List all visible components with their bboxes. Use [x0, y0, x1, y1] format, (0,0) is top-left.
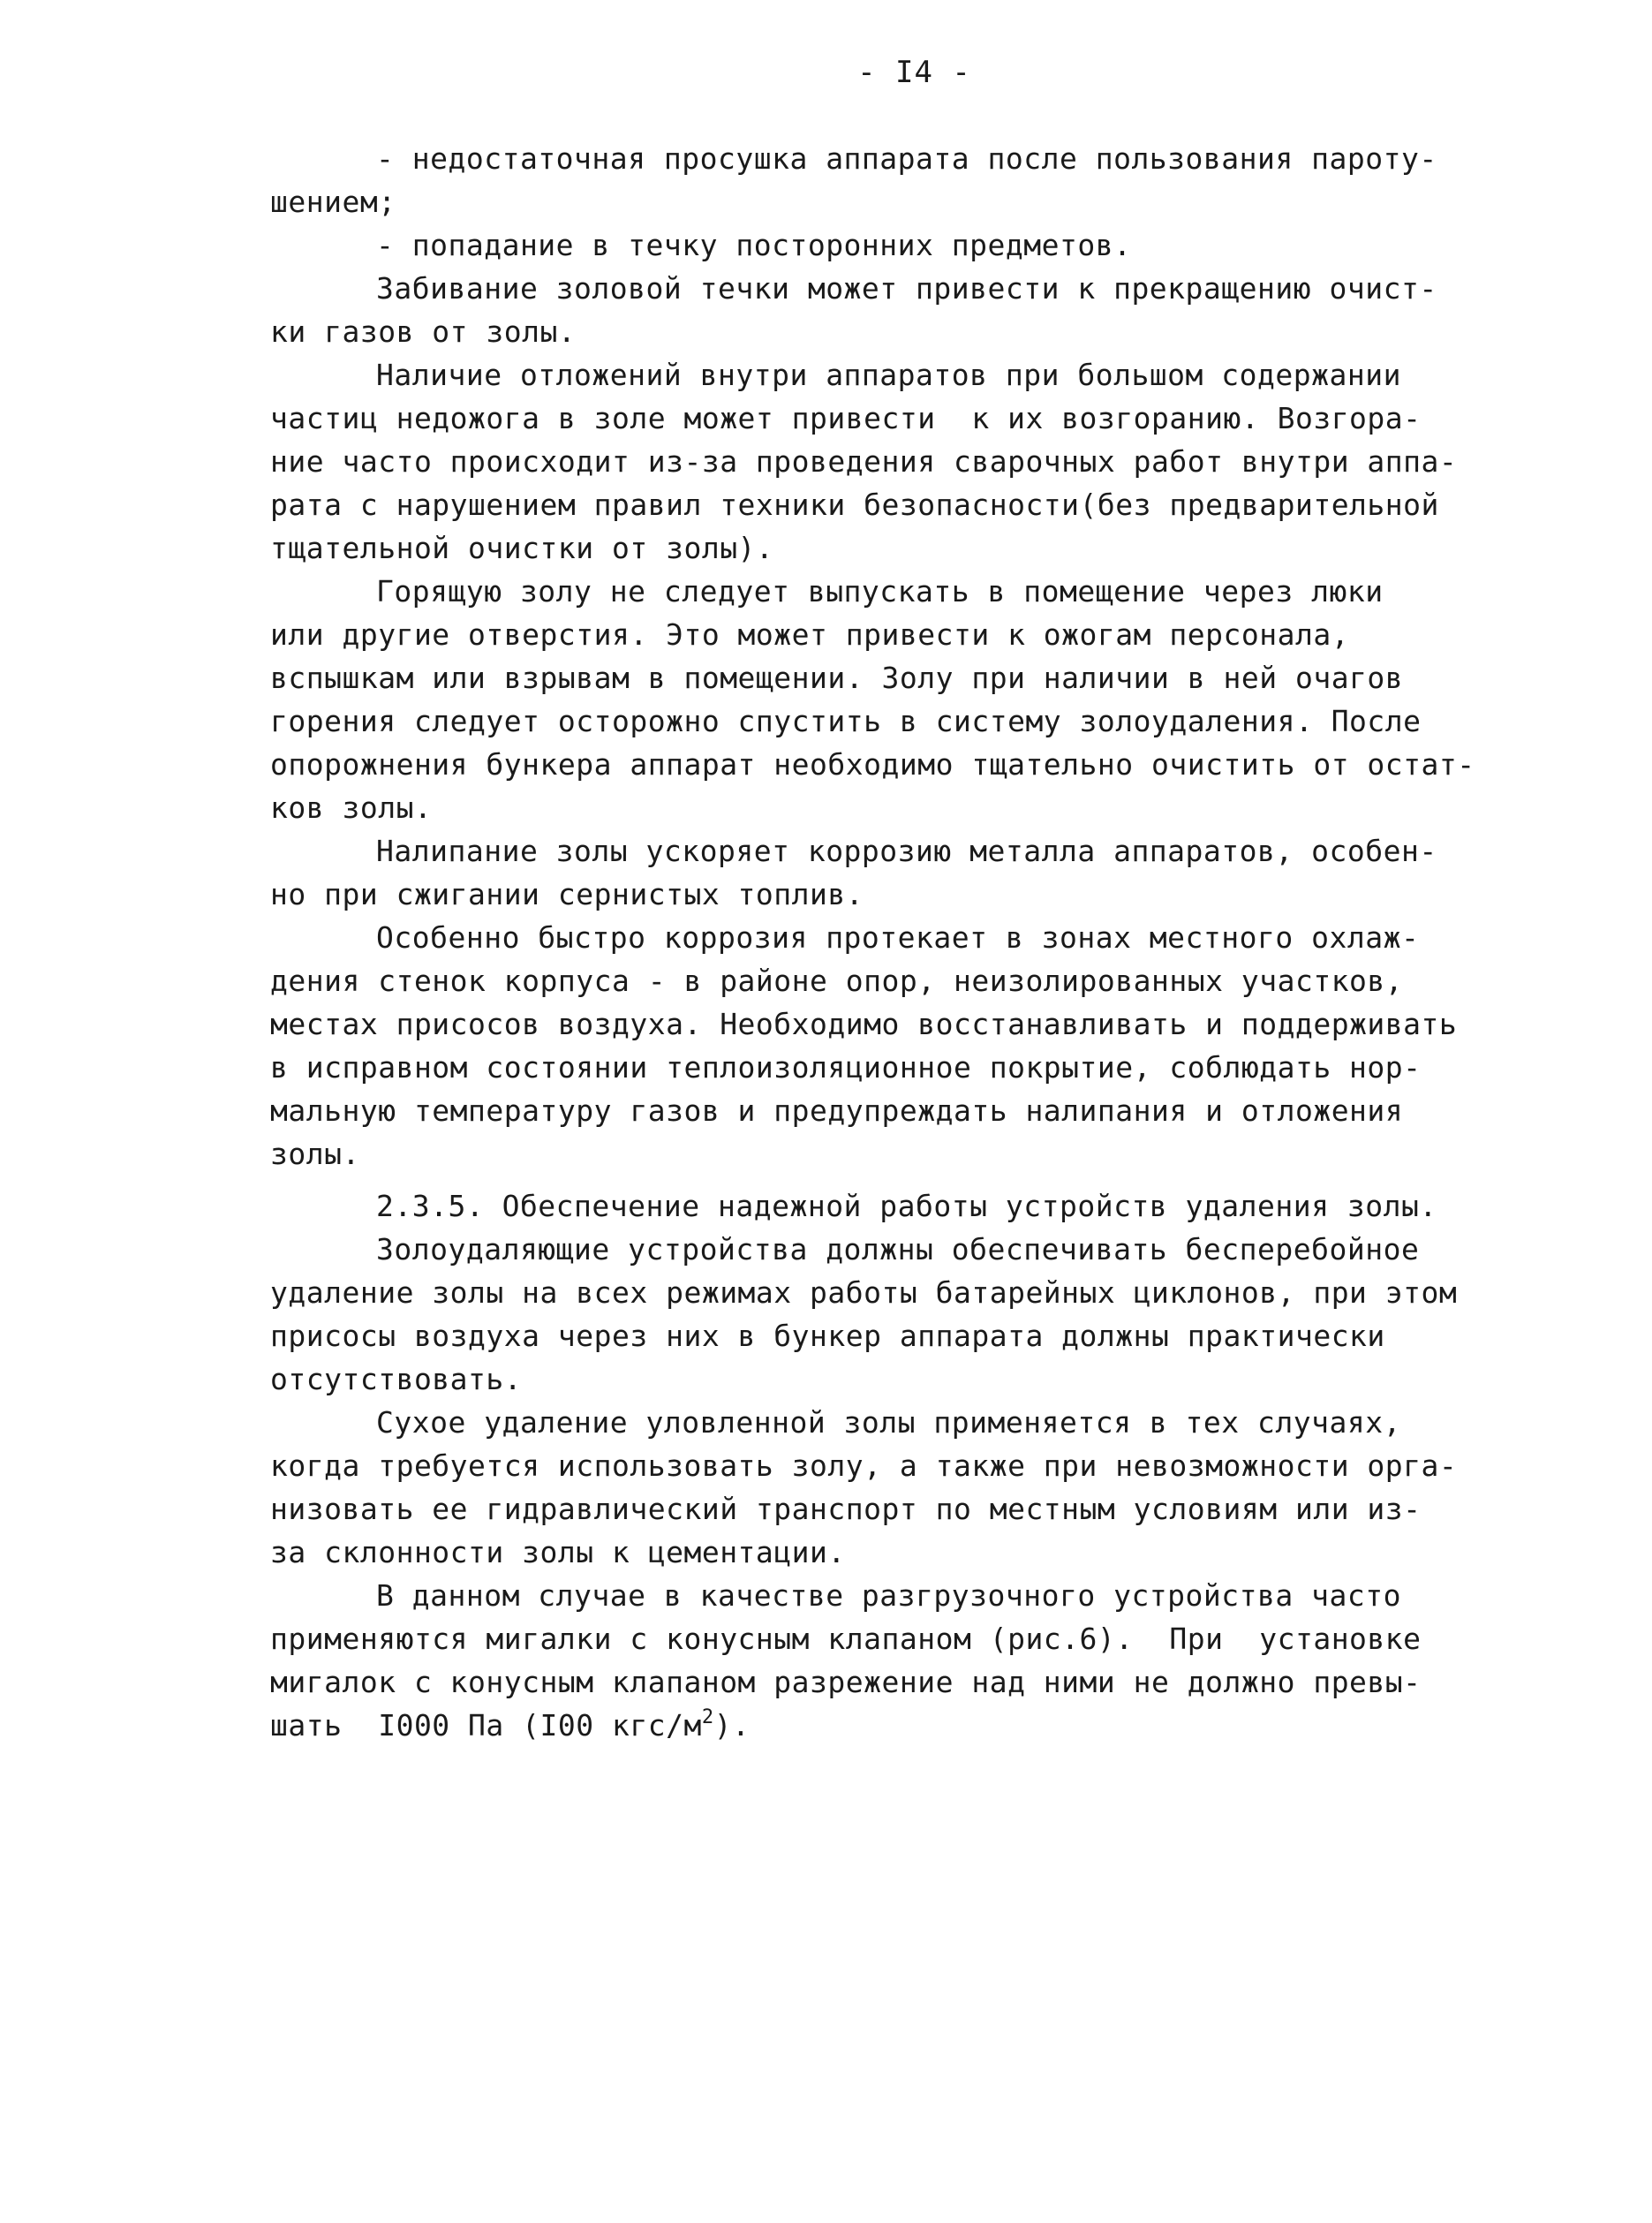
text-line: когда требуется использовать золу, а также при невозможности орга-: [270, 1448, 1458, 1483]
text-line: мальную температуру газов и предупреждать налипания и отложения: [270, 1093, 1404, 1128]
text-line: частиц недожога в золе может привести к их возгоранию. Возгора-: [270, 401, 1422, 435]
text-line: Налипание золы ускоряет коррозию металла аппаратов, особен-: [376, 834, 1437, 868]
text-line: Особенно быстро коррозия протекает в зонах местного охлаж-: [376, 920, 1420, 955]
text-line: Горящую золу не следует выпускать в помещение через люки: [376, 574, 1384, 609]
text-line: горения следует осторожно спустить в систему золоудаления. После: [270, 704, 1422, 738]
text-line: золы.: [270, 1137, 360, 1171]
last-line-prefix: шать I000 Па (I00 кгс/м: [270, 1708, 702, 1743]
superscript-two: 2: [701, 1706, 714, 1728]
last-line-suffix: ).: [713, 1708, 751, 1743]
text-line: опорожнения бункера аппарат необходимо тщательно очистить от остат-: [270, 747, 1475, 782]
text-line: присосы воздуха через них в бункер аппарата должны практически: [270, 1319, 1385, 1353]
body-text: [270, 137, 1550, 1751]
text-line: - недостаточная просушка аппарата после пользования пароту-: [376, 141, 1437, 176]
text-line: - попадание в течку посторонних предметов.: [376, 228, 1132, 262]
section-heading: 2.3.5. Обеспечение надежной работы устройств удаления золы.: [376, 1189, 1437, 1223]
text-line: удаление золы на всех режимах работы батарейных циклонов, при этом: [270, 1275, 1458, 1310]
text-line: отсутствовать.: [270, 1362, 523, 1396]
text-line: ки газов от золы.: [270, 314, 577, 349]
text-line: Наличие отложений внутри аппаратов при большом содержании: [376, 358, 1401, 392]
text-line: Забивание золовой течки может привести к прекращению очист-: [376, 271, 1437, 306]
text-line: шением;: [270, 185, 396, 219]
text-line: тщательной очистки от золы).: [270, 531, 774, 565]
text-line: но при сжигании сернистых топлив.: [270, 877, 864, 911]
page-number: - I4 -: [857, 55, 971, 90]
text-line: ние часто происходит из-за проведения сварочных работ внутри аппа-: [270, 444, 1458, 479]
text-line: дения стенок корпуса - в районе опор, неизолированных участков,: [270, 964, 1404, 998]
text-line: местах присосов воздуха. Необходимо восстанавливать и поддерживать: [270, 1007, 1458, 1041]
text-line: за склонности золы к цементации.: [270, 1535, 846, 1569]
text-line-last: [270, 1704, 1550, 1751]
text-line: В данном случае в качестве разгрузочного устройства часто: [376, 1578, 1401, 1613]
text-line: или другие отверстия. Это может привести к ожогам персонала,: [270, 617, 1350, 652]
text-line: Золоудаляющие устройства должны обеспечивать бесперебойное: [376, 1232, 1420, 1267]
text-line: мигалок с конусным клапаном разрежение над ними не должно превы-: [270, 1665, 1422, 1699]
text-line: ков золы.: [270, 790, 433, 825]
text-line: Сухое удаление уловленной золы применяется в тех случаях,: [376, 1405, 1401, 1440]
text-line: низовать ее гидравлический транспорт по местным условиям или из-: [270, 1492, 1422, 1526]
text-line: рата с нарушением правил техники безопасности(без предварительной: [270, 488, 1439, 522]
text-line: в исправном состоянии теплоизоляционное покрытие, соблюдать нор-: [270, 1050, 1422, 1085]
text-line: применяются мигалки с конусным клапаном (рис.6). При установке: [270, 1622, 1422, 1656]
text-line: вспышкам или взрывам в помещении. Золу при наличии в ней очагов: [270, 661, 1404, 695]
